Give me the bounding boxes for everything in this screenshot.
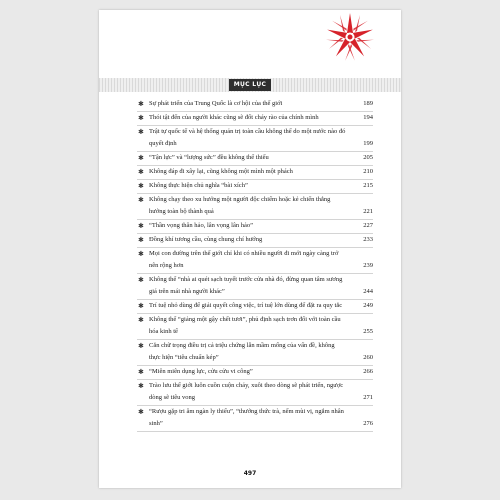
toc-entry-page: 276	[363, 420, 373, 427]
toc-entry	[137, 248, 373, 274]
toc-entry-title: “Thần vọng thân hảo, lân vọng lân hảo”	[149, 222, 253, 229]
star-bullet-icon: ✱	[138, 196, 144, 204]
toc-entry-page: 199	[363, 140, 373, 147]
star-bullet-icon: ✱	[138, 222, 144, 230]
toc-entry	[137, 380, 373, 406]
star-bullet-icon: ✱	[138, 236, 144, 244]
star-bullet-icon: ✱	[138, 302, 144, 310]
toc-entry-title: Trật tự quốc tế và hệ thống quản trị toàn cầu không thể do một nước nào đó quyết định	[149, 128, 346, 147]
toc-entry	[137, 126, 373, 152]
star-bullet-icon: ✱	[138, 250, 144, 258]
toc-header	[99, 78, 401, 92]
toc-entry-title: “Tận lực” và “lượng sức” đều không thể thiếu	[149, 154, 269, 161]
toc-entry-page: 215	[363, 182, 373, 189]
toc-entry	[137, 300, 373, 314]
toc-entry-page: 271	[363, 394, 373, 401]
toc-entry	[137, 98, 373, 112]
toc-entry-page: 210	[363, 168, 373, 175]
table-of-contents	[137, 98, 373, 432]
toc-entry-title: Không thực hiện chủ nghĩa “bài xích”	[149, 182, 248, 189]
toc-entry-page: 255	[363, 328, 373, 335]
toc-entry-page: 239	[363, 262, 373, 269]
toc-entry	[137, 112, 373, 126]
toc-entry-title: Thói tật đến của người khác cũng sẽ đốt cháy rào của chính mình	[149, 114, 319, 121]
toc-entry	[137, 340, 373, 366]
toc-entry-page: 233	[363, 236, 373, 243]
toc-entry-title: Không đáp đi xây lại, cũng không một mình một phách	[149, 168, 293, 175]
toc-entry-title: Trào lưu thế giới luôn cuồn cuộn chảy, xuôi theo dòng sẽ phát triển, ngược dòng sẽ tiêu vong	[149, 382, 344, 401]
toc-entry	[137, 152, 373, 166]
star-bullet-icon: ✱	[138, 100, 144, 108]
star-bullet-icon: ✱	[138, 382, 144, 390]
toc-entry-title: Căn chữ trọng điều trị cả triệu chứng lẫn mầm mống của vấn đề, không thực hiện “tiêu chuẩn kép”	[149, 342, 335, 361]
star-bullet-icon: ✱	[138, 276, 144, 284]
star-bullet-icon: ✱	[138, 408, 144, 416]
star-bullet-icon: ✱	[138, 114, 144, 122]
star-bullet-icon: ✱	[138, 316, 144, 324]
toc-entry-page: 244	[363, 288, 373, 295]
toc-entry	[137, 180, 373, 194]
toc-entry	[137, 194, 373, 220]
toc-entry-title: Trí tuệ nhỏ dùng để giải quyết công việc, trí tuệ lớn dùng để đặt ra quy tắc	[149, 302, 343, 309]
toc-entry-title: Mọi con đường trên thế giới chỉ khi có nhiều người đi mới ngày càng trở nên rộng hơn	[149, 250, 339, 269]
toc-entry	[137, 166, 373, 180]
toc-entry	[137, 274, 373, 300]
toc-entry	[137, 366, 373, 380]
toc-entry	[137, 406, 373, 432]
toc-entry-page: 266	[363, 368, 373, 375]
toc-entry-title: “Rượu gặp tri âm ngàn ly thiếu”, “thưởng thức trà, nếm mùi vị, ngắm nhân sinh”	[149, 408, 344, 427]
toc-entry-page: 227	[363, 222, 373, 229]
star-bullet-icon: ✱	[138, 182, 144, 190]
star-emblem-icon	[323, 10, 377, 64]
star-bullet-icon: ✱	[138, 342, 144, 350]
toc-entry-title: Đồng khí tương cầu, cùng chung chí hướng	[149, 236, 263, 243]
toc-entry	[137, 314, 373, 340]
toc-entry-page: 205	[363, 154, 373, 161]
toc-entry	[137, 234, 373, 248]
star-emblem-icon-svg	[323, 10, 377, 64]
star-bullet-icon: ✱	[138, 168, 144, 176]
toc-entry	[137, 220, 373, 234]
toc-entry-title: Không thể “nhà ai quét sạch tuyết trước cửa nhà đó, đừng quan tâm sương giá trên mái nhà người khác”	[149, 276, 343, 295]
toc-entry-title: Sự phát triển của Trung Quốc là cơ hội của thế giới	[149, 100, 283, 107]
toc-entry-page: 194	[363, 114, 373, 121]
toc-entry-page: 260	[363, 354, 373, 361]
toc-entry-title: Không chạy theo xu hướng một người độc chiếm hoặc kẻ chiến thắng hưởng toàn bộ thành quả	[149, 196, 331, 215]
star-bullet-icon: ✱	[138, 128, 144, 136]
book-page	[99, 10, 401, 488]
toc-entry-page: 189	[363, 100, 373, 107]
toc-heading: MỤC LỤC	[229, 79, 271, 91]
toc-entry-title: Không thể “giảng một gậy chết tươi”, phủ định sạch trơn đối với toàn cầu hóa kinh tế	[149, 316, 341, 335]
toc-entry-page: 249	[363, 302, 373, 309]
star-bullet-icon: ✱	[138, 154, 144, 162]
star-bullet-icon: ✱	[138, 368, 144, 376]
toc-entry-title: “Miên miên dụng lực, cửu cửu vi công”	[149, 368, 253, 375]
toc-entry-page: 221	[363, 208, 373, 215]
page-number: 497	[243, 470, 257, 477]
